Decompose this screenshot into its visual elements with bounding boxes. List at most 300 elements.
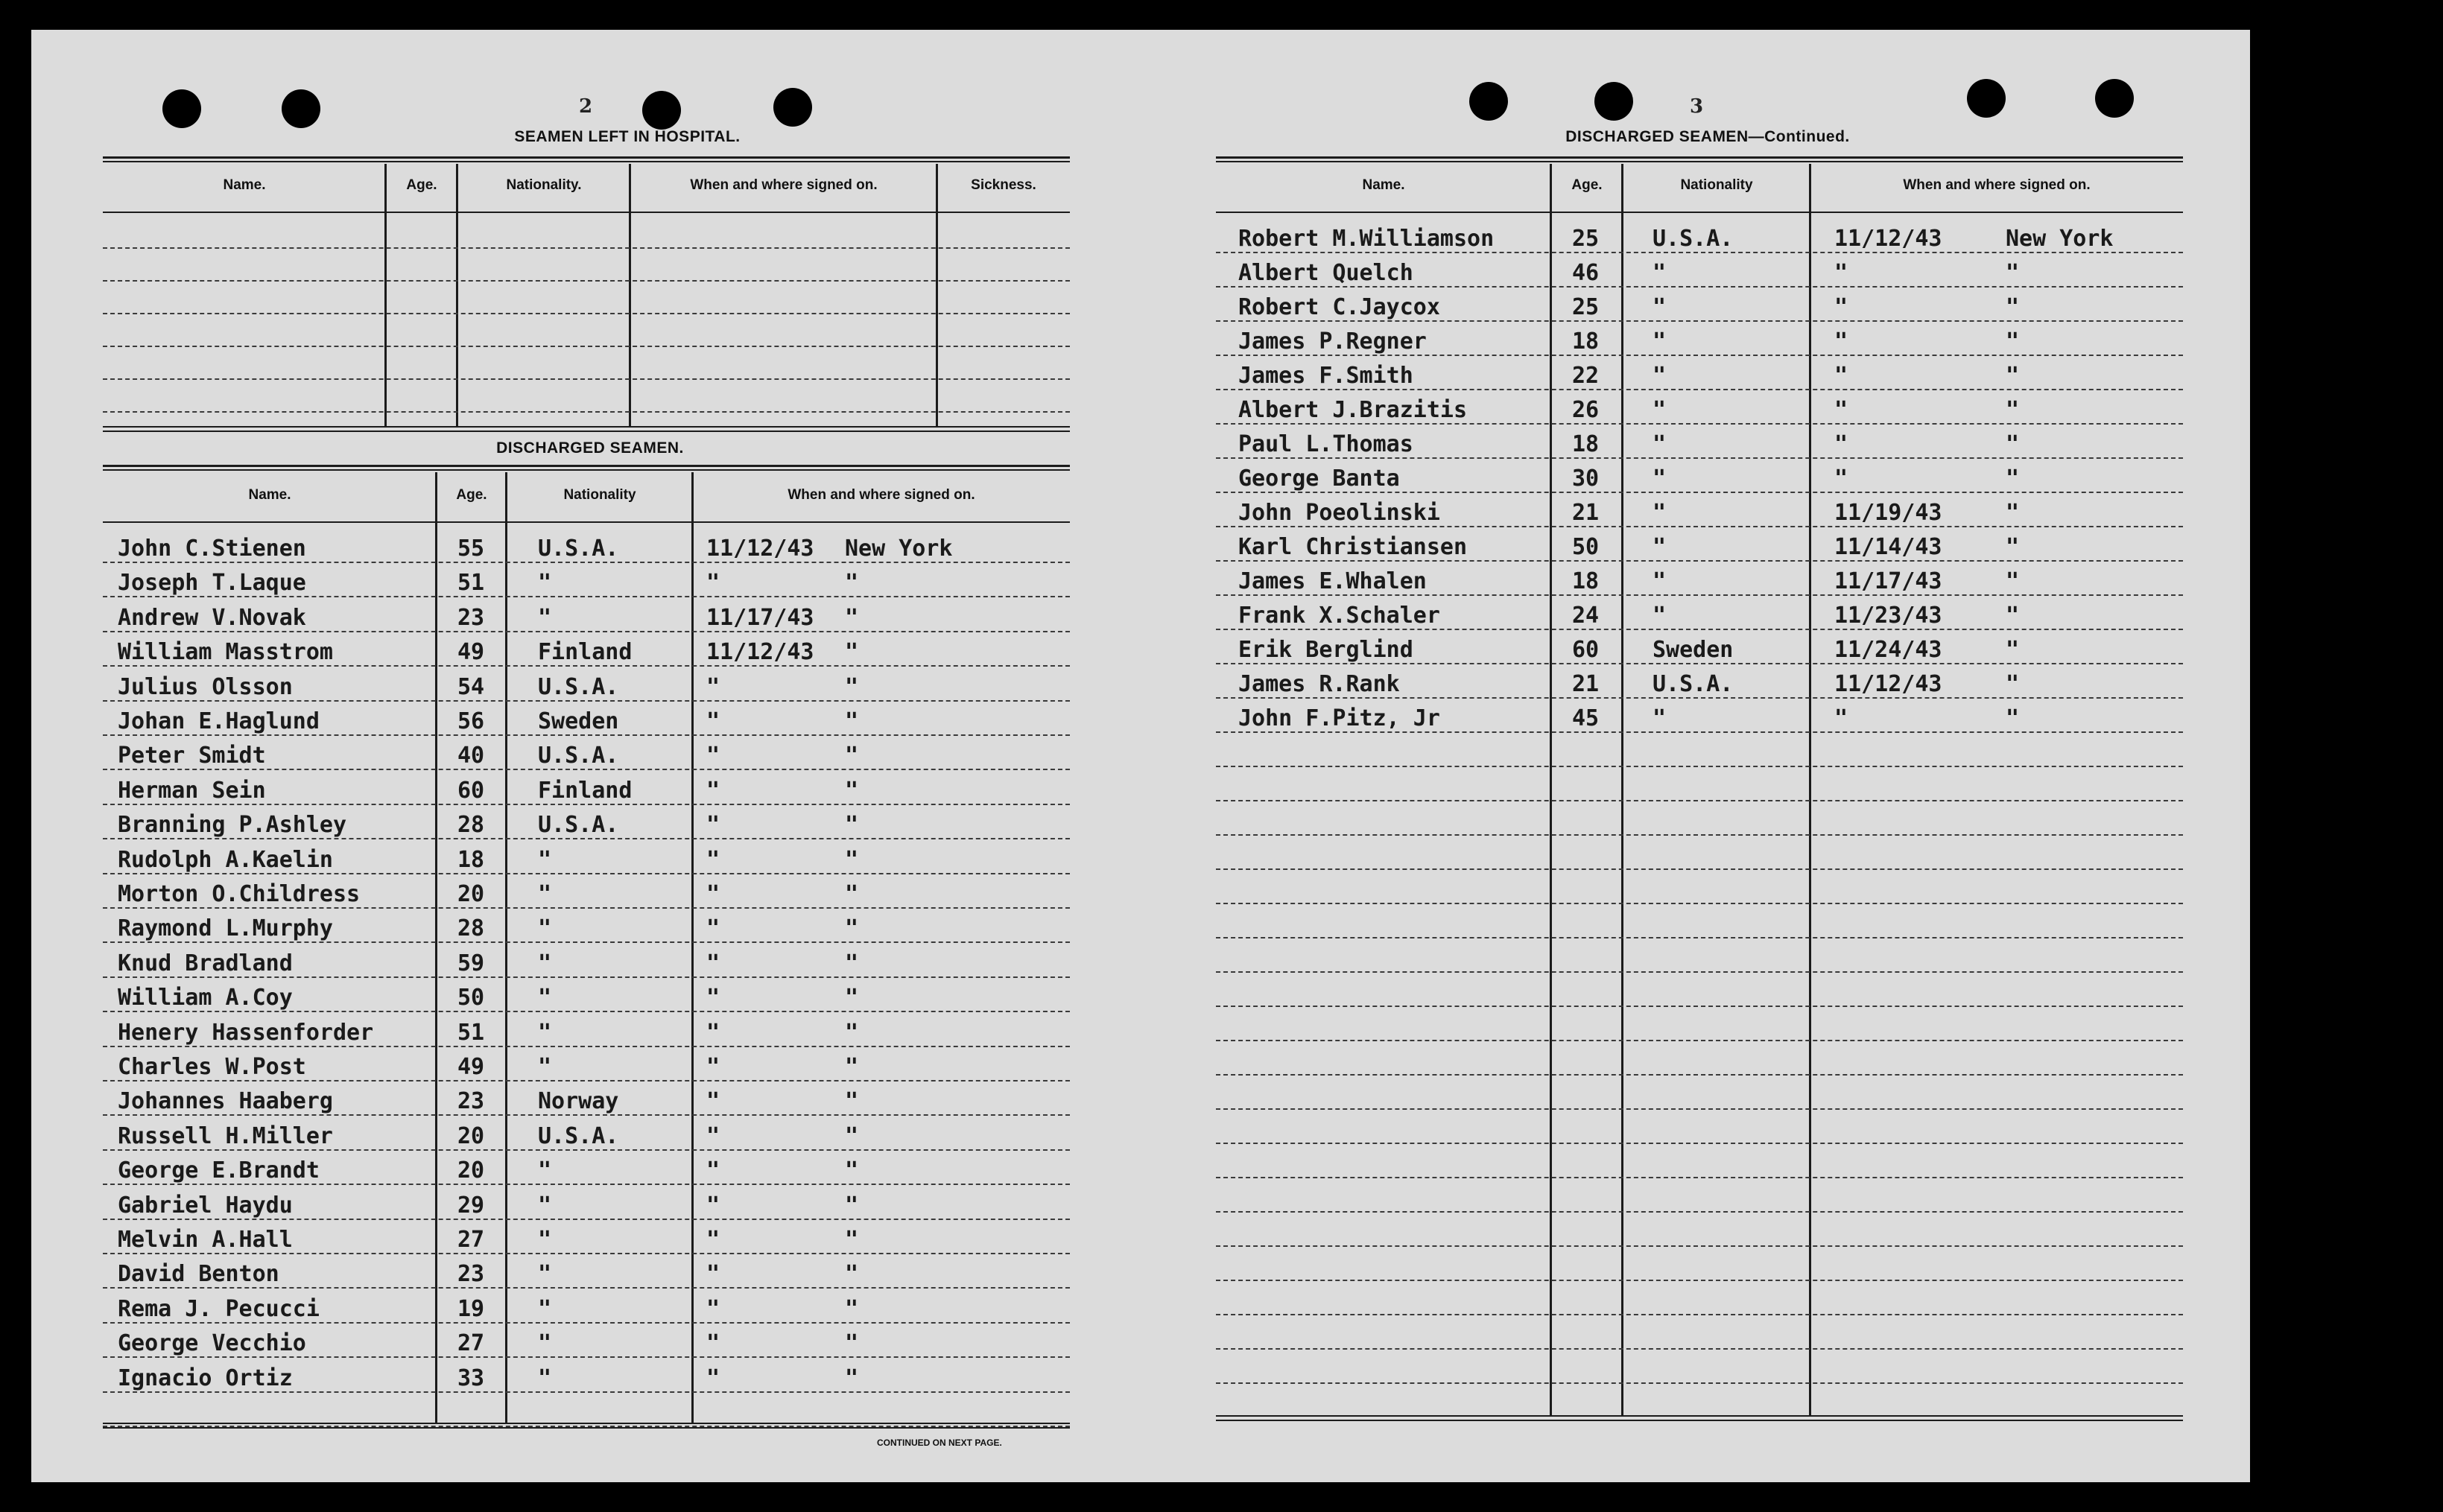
seaman-signed-place: " [845, 673, 859, 700]
seaman-signed-date: " [706, 708, 720, 734]
row-line [103, 1287, 1070, 1289]
column-line [936, 164, 938, 428]
row-line [1216, 629, 2183, 630]
table-rule [103, 431, 1070, 432]
row-line [1216, 1245, 2183, 1247]
table-rule [103, 426, 1070, 428]
seaman-signed-place: " [2006, 431, 2020, 457]
seaman-signed-date: 11/14/43 [1834, 534, 1942, 560]
seaman-age: 21 [1571, 500, 1600, 526]
seaman-signed-place: " [845, 915, 859, 942]
seaman-signed-place: " [845, 1330, 859, 1357]
punch-hole [162, 89, 201, 128]
seaman-age: 33 [457, 1365, 485, 1391]
seaman-nationality: " [1653, 705, 1667, 731]
punch-hole [282, 89, 320, 128]
seaman-age: 60 [457, 777, 485, 804]
seaman-signed-place: " [845, 708, 859, 734]
seaman-age: 51 [457, 570, 485, 597]
seaman-signed-date: " [1834, 328, 1848, 355]
seaman-age: 19 [457, 1295, 485, 1322]
discharged-header-nationality: Nationality [563, 487, 636, 503]
row-line [1216, 1211, 2183, 1213]
row-line [1216, 1074, 2183, 1076]
seaman-signed-date: " [706, 1365, 720, 1391]
seaman-signed-place: " [845, 1192, 859, 1219]
seaman-signed-place: New York [845, 536, 953, 562]
seaman-age: 50 [1571, 534, 1600, 560]
row-line [1216, 903, 2183, 904]
hospital-header-nationality: Nationality. [506, 177, 582, 193]
seaman-nationality: " [538, 1227, 552, 1253]
seaman-nationality: " [1653, 603, 1667, 629]
seaman-name: Peter Smidt [118, 743, 266, 769]
seaman-age: 18 [457, 846, 485, 873]
seaman-signed-date: " [706, 1157, 720, 1184]
row-line [103, 769, 1070, 770]
seaman-name: Frank X.Schaler [1238, 603, 1440, 629]
seaman-signed-place: " [845, 985, 859, 1011]
seaman-name: Branning P.Ashley [118, 812, 347, 839]
seaman-signed-place: " [845, 846, 859, 873]
seaman-nationality: " [538, 985, 552, 1011]
row-line [1216, 1108, 2183, 1110]
seaman-name: James E.Whalen [1238, 568, 1427, 594]
seaman-signed-date: " [706, 1088, 720, 1115]
row-line [103, 1322, 1070, 1324]
seaman-age: 22 [1571, 363, 1600, 389]
seaman-nationality: Finland [538, 639, 633, 666]
discharged-header-signed-on: When and where signed on. [788, 487, 975, 503]
seaman-name: Melvin A.Hall [118, 1227, 293, 1253]
row-line [1216, 1143, 2183, 1144]
seaman-age: 49 [457, 639, 485, 666]
punch-hole [1469, 82, 1508, 121]
seaman-nationality: Sweden [1653, 637, 1734, 663]
seaman-nationality: U.S.A. [1653, 226, 1734, 252]
table-rule [103, 156, 1070, 159]
seaman-name: Paul L.Thomas [1238, 431, 1413, 457]
seaman-age: 59 [457, 950, 485, 976]
row-line [103, 804, 1070, 805]
left-page [31, 30, 1134, 1482]
right-header-age: Age. [1571, 177, 1603, 193]
row-line [103, 1114, 1070, 1116]
seaman-age: 28 [457, 812, 485, 839]
seaman-age: 18 [1571, 568, 1600, 594]
seaman-nationality: " [538, 881, 552, 907]
table-rule [103, 1423, 1070, 1424]
seaman-name: Herman Sein [118, 777, 266, 804]
seaman-signed-date: " [706, 777, 720, 804]
punch-hole [2095, 79, 2134, 118]
seaman-signed-place: " [845, 1054, 859, 1080]
seaman-signed-date: 11/12/43 [706, 536, 814, 562]
seaman-signed-place: " [845, 604, 859, 631]
seaman-signed-date: " [1834, 397, 1848, 423]
seaman-nationality: " [1653, 328, 1667, 355]
seaman-age: 27 [457, 1330, 485, 1357]
seaman-signed-place: " [845, 1157, 859, 1184]
seaman-nationality: U.S.A. [1653, 671, 1734, 697]
seaman-nationality: Finland [538, 777, 633, 804]
seaman-name: John Poeolinski [1238, 500, 1440, 526]
seaman-nationality: " [538, 1157, 552, 1184]
seaman-signed-date: " [1834, 431, 1848, 457]
seaman-signed-place: " [2006, 260, 2020, 286]
hospital-header-signed-on: When and where signed on. [690, 177, 878, 193]
seaman-age: 25 [1571, 294, 1600, 320]
row-line [103, 941, 1070, 943]
seaman-signed-date: " [706, 1227, 720, 1253]
seaman-signed-date: " [706, 743, 720, 769]
seaman-nationality: " [1653, 363, 1667, 389]
row-line [103, 562, 1070, 563]
discharged-header-name: Name. [248, 487, 291, 503]
seaman-name: William Masstrom [118, 639, 333, 666]
seaman-name: George Banta [1238, 466, 1400, 492]
row-line [103, 1046, 1070, 1047]
seaman-age: 54 [457, 673, 485, 700]
seaman-signed-date: " [706, 881, 720, 907]
seaman-nationality: " [538, 1295, 552, 1322]
row-line [103, 1184, 1070, 1185]
table-rule [1216, 1420, 2183, 1421]
seaman-signed-date: " [706, 1054, 720, 1080]
seaman-age: 55 [457, 536, 485, 562]
row-line [103, 976, 1070, 978]
punch-hole [642, 91, 681, 130]
row-line [103, 907, 1070, 909]
row-line [103, 1219, 1070, 1220]
seaman-signed-date: 11/17/43 [706, 604, 814, 631]
row-line [103, 700, 1070, 702]
seaman-name: James P.Regner [1238, 328, 1427, 355]
seaman-signed-date: 11/12/43 [1834, 226, 1942, 252]
table-rule [103, 1427, 1070, 1429]
row-line [1216, 971, 2183, 973]
seaman-nationality: " [538, 1365, 552, 1391]
seaman-nationality: Sweden [538, 708, 619, 734]
seaman-nationality: " [538, 570, 552, 597]
seaman-age: 40 [457, 743, 485, 769]
discharged-header-age: Age. [456, 487, 487, 503]
table-rule [103, 161, 1070, 162]
seaman-signed-place: " [2006, 705, 2020, 731]
seaman-name: Andrew V.Novak [118, 604, 306, 631]
seaman-signed-date: " [706, 915, 720, 942]
seaman-signed-place: " [845, 777, 859, 804]
seaman-signed-place: " [845, 1365, 859, 1391]
page-number: 3 [1690, 95, 1704, 118]
row-line [1216, 423, 2183, 425]
row-line [1216, 560, 2183, 562]
seaman-signed-place: " [845, 1295, 859, 1322]
seaman-name: Charles W.Post [118, 1054, 306, 1080]
seaman-name: Albert Quelch [1238, 260, 1413, 286]
seaman-signed-date: " [1834, 466, 1848, 492]
seaman-nationality: " [538, 915, 552, 942]
right-header-signed-on: When and where signed on. [1903, 177, 2091, 193]
seaman-nationality: U.S.A. [538, 743, 619, 769]
seaman-name: George E.Brandt [118, 1157, 320, 1184]
seaman-signed-place: " [845, 881, 859, 907]
hospital-header-age: Age. [406, 177, 437, 193]
seaman-age: 28 [457, 915, 485, 942]
seaman-signed-place: " [2006, 671, 2020, 697]
row-line [1216, 731, 2183, 733]
row-line [1216, 800, 2183, 801]
seaman-age: 45 [1571, 705, 1600, 731]
row-line [1216, 1314, 2183, 1315]
seaman-signed-date: 11/19/43 [1834, 500, 1942, 526]
seaman-signed-place: " [2006, 363, 2020, 389]
seaman-nationality: " [538, 604, 552, 631]
seaman-signed-place: " [845, 1261, 859, 1288]
seaman-age: 51 [457, 1019, 485, 1046]
seaman-signed-date: " [706, 673, 720, 700]
seaman-signed-date: " [1834, 260, 1848, 286]
seaman-name: Rudolph A.Kaelin [118, 846, 333, 873]
punch-hole [773, 88, 812, 127]
seaman-name: William A.Coy [118, 985, 293, 1011]
column-line [629, 164, 631, 428]
seaman-age: 18 [1571, 431, 1600, 457]
page-number: 2 [579, 95, 593, 118]
seaman-age: 49 [457, 1054, 485, 1080]
seaman-name: John F.Pitz, Jr [1238, 705, 1440, 731]
seaman-signed-date: " [706, 1019, 720, 1046]
seaman-nationality: " [1653, 500, 1667, 526]
seaman-nationality: " [1653, 431, 1667, 457]
row-line [103, 1391, 1070, 1393]
seaman-name: James F.Smith [1238, 363, 1413, 389]
hospital-header-name: Name. [223, 177, 266, 193]
seaman-signed-date: " [706, 1122, 720, 1149]
table-rule [1216, 1415, 2183, 1417]
seaman-name: Gabriel Haydu [118, 1192, 293, 1219]
seaman-name: Raymond L.Murphy [118, 915, 333, 942]
seaman-name: Henery Hassenforder [118, 1019, 374, 1046]
seaman-signed-date: " [1834, 363, 1848, 389]
seaman-age: 24 [1571, 603, 1600, 629]
seaman-age: 25 [1571, 226, 1600, 252]
table-rule [1216, 161, 2183, 162]
seaman-signed-date: " [706, 1295, 720, 1322]
seaman-signed-date: 11/12/43 [1834, 671, 1942, 697]
seaman-age: 30 [1571, 466, 1600, 492]
table-rule [103, 469, 1070, 471]
seaman-age: 26 [1571, 397, 1600, 423]
row-line [103, 1149, 1070, 1151]
seaman-signed-date: " [706, 1261, 720, 1288]
seaman-signed-place: " [845, 570, 859, 597]
seaman-name: Ignacio Ortiz [118, 1365, 293, 1391]
seaman-signed-date: " [1834, 705, 1848, 731]
seaman-name: George Vecchio [118, 1330, 306, 1357]
row-line [1216, 868, 2183, 870]
right-header-nationality: Nationality [1680, 177, 1753, 193]
continued-note: CONTINUED ON NEXT PAGE. [877, 1438, 1002, 1448]
seaman-name: Johan E.Haglund [118, 708, 320, 734]
row-line [1216, 1040, 2183, 1041]
seaman-age: 20 [457, 1157, 485, 1184]
seaman-age: 20 [457, 881, 485, 907]
seaman-name: Julius Olsson [118, 673, 293, 700]
column-line [1621, 164, 1623, 1417]
row-line [103, 346, 1070, 347]
table-rule [1216, 212, 2183, 213]
hospital-header-sickness: Sickness. [971, 177, 1036, 193]
seaman-signed-date: 11/17/43 [1834, 568, 1942, 594]
seaman-signed-place: " [845, 1227, 859, 1253]
seaman-nationality: " [538, 1019, 552, 1046]
row-line [1216, 286, 2183, 288]
row-line [103, 1356, 1070, 1358]
row-line [103, 1080, 1070, 1081]
seaman-nationality: U.S.A. [538, 536, 619, 562]
row-line [103, 873, 1070, 874]
seaman-signed-place: " [845, 812, 859, 839]
column-line [1809, 164, 1811, 1417]
row-line [103, 247, 1070, 249]
seaman-name: Morton O.Childress [118, 881, 361, 907]
seaman-signed-place: " [2006, 568, 2020, 594]
row-line [103, 838, 1070, 839]
row-line [1216, 526, 2183, 527]
row-line [103, 411, 1070, 413]
right-title: DISCHARGED SEAMEN—Continued. [1565, 128, 1850, 145]
seaman-name: Russell H.Miller [118, 1122, 333, 1149]
seaman-name: David Benton [118, 1261, 279, 1288]
column-line [384, 164, 387, 428]
row-line [1216, 1280, 2183, 1281]
seaman-signed-place: " [2006, 603, 2020, 629]
row-line [1216, 697, 2183, 699]
seaman-nationality: U.S.A. [538, 812, 619, 839]
seaman-name: Erik Berglind [1238, 637, 1413, 663]
row-line [103, 280, 1070, 282]
seaman-signed-place: New York [2006, 226, 2114, 252]
seaman-signed-place: " [2006, 397, 2020, 423]
seaman-nationality: " [1653, 568, 1667, 594]
seaman-signed-place: " [2006, 534, 2020, 560]
discharged-title: DISCHARGED SEAMEN. [496, 439, 684, 457]
row-line [1216, 355, 2183, 356]
row-line [1216, 252, 2183, 253]
row-line [1216, 492, 2183, 493]
seaman-age: 29 [457, 1192, 485, 1219]
seaman-signed-place: " [845, 1088, 859, 1115]
table-rule [1216, 156, 2183, 159]
row-line [1216, 457, 2183, 459]
seaman-age: 23 [457, 604, 485, 631]
seaman-signed-date: " [706, 1192, 720, 1219]
seaman-name: Knud Bradland [118, 950, 293, 976]
row-line [103, 378, 1070, 380]
seaman-name: James R.Rank [1238, 671, 1400, 697]
seaman-signed-date: 11/12/43 [706, 639, 814, 666]
seaman-signed-date: " [706, 570, 720, 597]
table-rule [103, 521, 1070, 523]
row-line [103, 596, 1070, 597]
punch-hole [1967, 79, 2006, 118]
seaman-age: 56 [457, 708, 485, 734]
row-line [1216, 1382, 2183, 1384]
seaman-nationality: " [538, 846, 552, 873]
seaman-nationality: " [538, 1192, 552, 1219]
row-line [1216, 834, 2183, 836]
row-line [1216, 320, 2183, 322]
seaman-signed-place: " [2006, 328, 2020, 355]
seaman-nationality: U.S.A. [538, 1122, 619, 1149]
row-line [103, 665, 1070, 667]
seaman-name: Robert C.Jaycox [1238, 294, 1440, 320]
row-line [1216, 594, 2183, 596]
seaman-signed-date: 11/23/43 [1834, 603, 1942, 629]
seaman-age: 23 [457, 1088, 485, 1115]
seaman-signed-place: " [2006, 500, 2020, 526]
seaman-nationality: " [1653, 534, 1667, 560]
right-page [1164, 30, 2250, 1482]
seaman-name: Rema J. Pecucci [118, 1295, 320, 1322]
seaman-age: 50 [457, 985, 485, 1011]
row-line [1216, 1177, 2183, 1178]
row-line [1216, 1348, 2183, 1350]
seaman-signed-date: " [706, 950, 720, 976]
seaman-signed-place: " [845, 1122, 859, 1149]
seaman-age: 46 [1571, 260, 1600, 286]
seaman-age: 18 [1571, 328, 1600, 355]
row-line [1216, 766, 2183, 767]
seaman-signed-place: " [845, 639, 859, 666]
seaman-nationality: Norway [538, 1088, 619, 1115]
seaman-nationality: U.S.A. [538, 673, 619, 700]
seaman-age: 23 [457, 1261, 485, 1288]
seaman-name: Albert J.Brazitis [1238, 397, 1468, 423]
seaman-signed-place: " [845, 950, 859, 976]
seaman-signed-date: " [706, 846, 720, 873]
seaman-age: 21 [1571, 671, 1600, 697]
row-line [1216, 663, 2183, 664]
seaman-signed-place: " [845, 1019, 859, 1046]
table-rule [103, 212, 1070, 213]
row-line [1216, 937, 2183, 938]
seaman-age: 60 [1571, 637, 1600, 663]
seaman-nationality: " [538, 1054, 552, 1080]
column-line [691, 472, 694, 1424]
seaman-signed-date: " [706, 985, 720, 1011]
seaman-nationality: " [538, 950, 552, 976]
seaman-signed-date: 11/24/43 [1834, 637, 1942, 663]
seaman-signed-place: " [2006, 466, 2020, 492]
seaman-signed-date: " [1834, 294, 1848, 320]
row-line [1216, 1006, 2183, 1007]
seaman-nationality: " [1653, 260, 1667, 286]
row-line [103, 631, 1070, 632]
hospital-title: SEAMEN LEFT IN HOSPITAL. [514, 128, 741, 145]
seaman-signed-place: " [845, 743, 859, 769]
seaman-signed-place: " [2006, 637, 2020, 663]
row-line [103, 313, 1070, 314]
row-line [103, 1253, 1070, 1254]
seaman-name: Joseph T.Laque [118, 570, 306, 597]
row-line [103, 1011, 1070, 1012]
seaman-name: Robert M.Williamson [1238, 226, 1495, 252]
seaman-nationality: " [1653, 466, 1667, 492]
row-line [103, 734, 1070, 736]
seaman-age: 20 [457, 1122, 485, 1149]
